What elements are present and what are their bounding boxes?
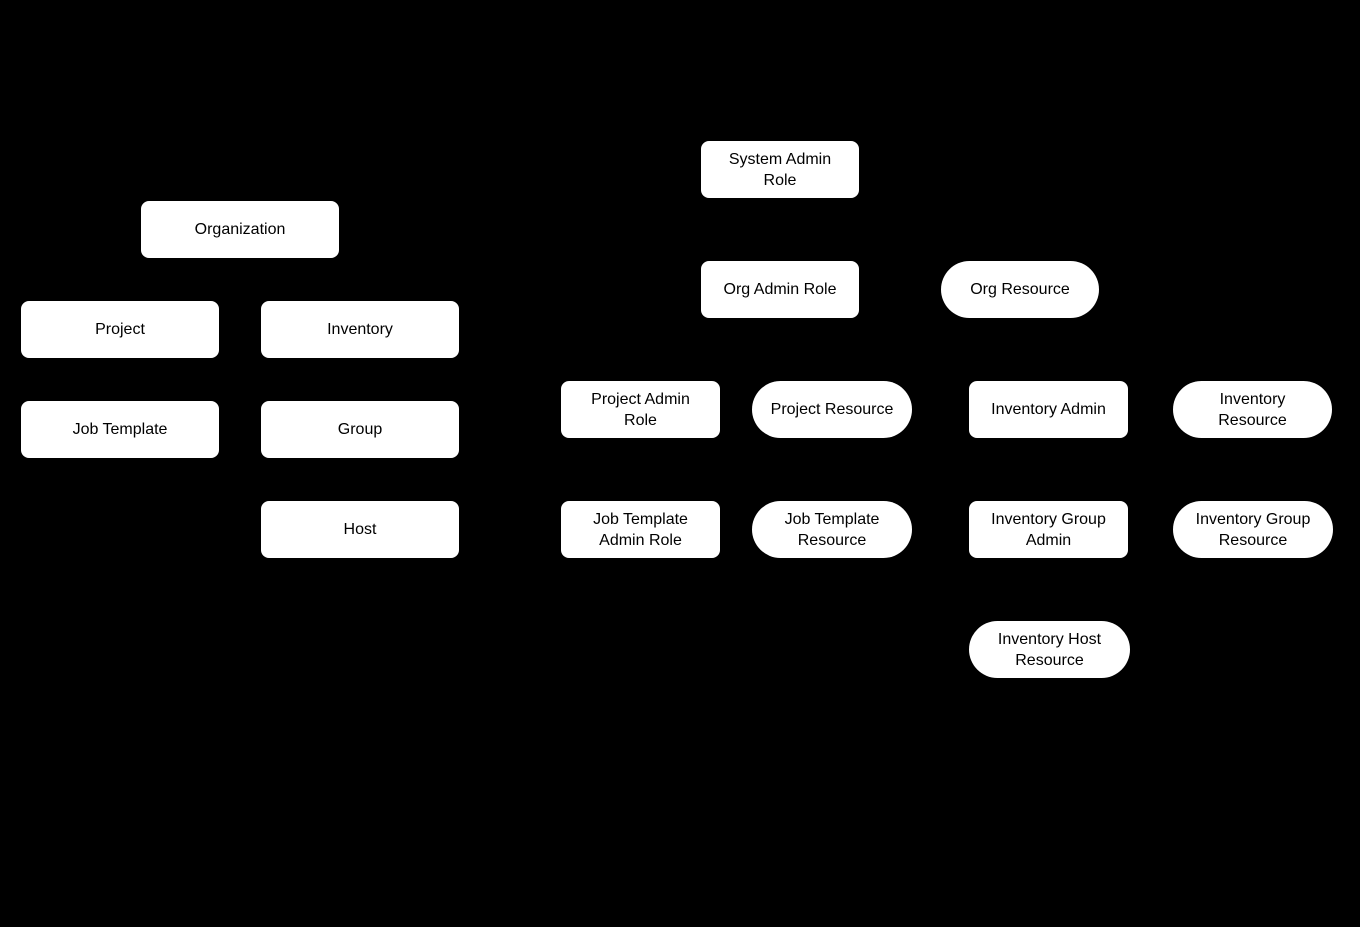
- organization-node: [141, 201, 339, 258]
- project-admin-role-node: [561, 381, 720, 438]
- project-resource-node: [752, 381, 912, 438]
- project-label: Project: [95, 321, 145, 338]
- job-template-resource-node: [752, 501, 912, 558]
- inventory-group-resource-label: Resource: [1218, 531, 1288, 549]
- inventory-group-admin-node: [969, 501, 1128, 558]
- system-admin-role-label: Role: [763, 171, 797, 189]
- job-template-node: [21, 401, 219, 458]
- org-resource-label: Org Resource: [970, 281, 1070, 298]
- inventory-group-admin-label: Inventory Group: [991, 510, 1106, 528]
- inventory-host-resource-node: [969, 621, 1130, 678]
- project-admin-role-label: Role: [624, 411, 657, 429]
- project-resource-label: Project Resource: [770, 401, 894, 418]
- inventory-resource-label: Inventory: [1219, 390, 1286, 408]
- inventory-resource-node: [1173, 381, 1332, 438]
- organization-label: Organization: [194, 221, 286, 238]
- inventory-admin-node: [969, 381, 1128, 438]
- group-node: [261, 401, 459, 458]
- inventory-group-resource-label: Inventory Group: [1195, 510, 1311, 528]
- org-resource-node: [941, 261, 1099, 318]
- inventory-node: [261, 301, 459, 358]
- group-label: Group: [337, 421, 383, 438]
- job-template-resource-label: Job Template: [784, 510, 880, 528]
- host-label: Host: [343, 521, 377, 538]
- inventory-group-resource-node: [1173, 501, 1333, 558]
- system-admin-role-label: System Admin: [728, 150, 832, 168]
- inventory-resource-label: Resource: [1218, 411, 1287, 429]
- project-admin-role-label: Project Admin: [591, 390, 690, 408]
- inventory-host-resource-label: Inventory Host: [997, 630, 1102, 648]
- system-admin-role-node: [701, 141, 859, 198]
- org-admin-role-node: [701, 261, 859, 318]
- inventory-group-admin-label: Admin: [1025, 531, 1072, 549]
- job-template-admin-role-label: Admin Role: [599, 531, 682, 549]
- host-node: [261, 501, 459, 558]
- inventory-admin-label: Inventory Admin: [991, 401, 1106, 418]
- inventory-host-resource-label: Resource: [1015, 651, 1084, 669]
- job-template-label: Job Template: [72, 421, 168, 438]
- org-admin-role-label: Org Admin Role: [723, 281, 837, 298]
- project-node: [21, 301, 219, 358]
- job-template-resource-label: Resource: [797, 531, 867, 549]
- job-template-admin-role-node: [561, 501, 720, 558]
- inventory-label: Inventory: [327, 321, 393, 338]
- job-template-admin-role-label: Job Template: [593, 510, 688, 528]
